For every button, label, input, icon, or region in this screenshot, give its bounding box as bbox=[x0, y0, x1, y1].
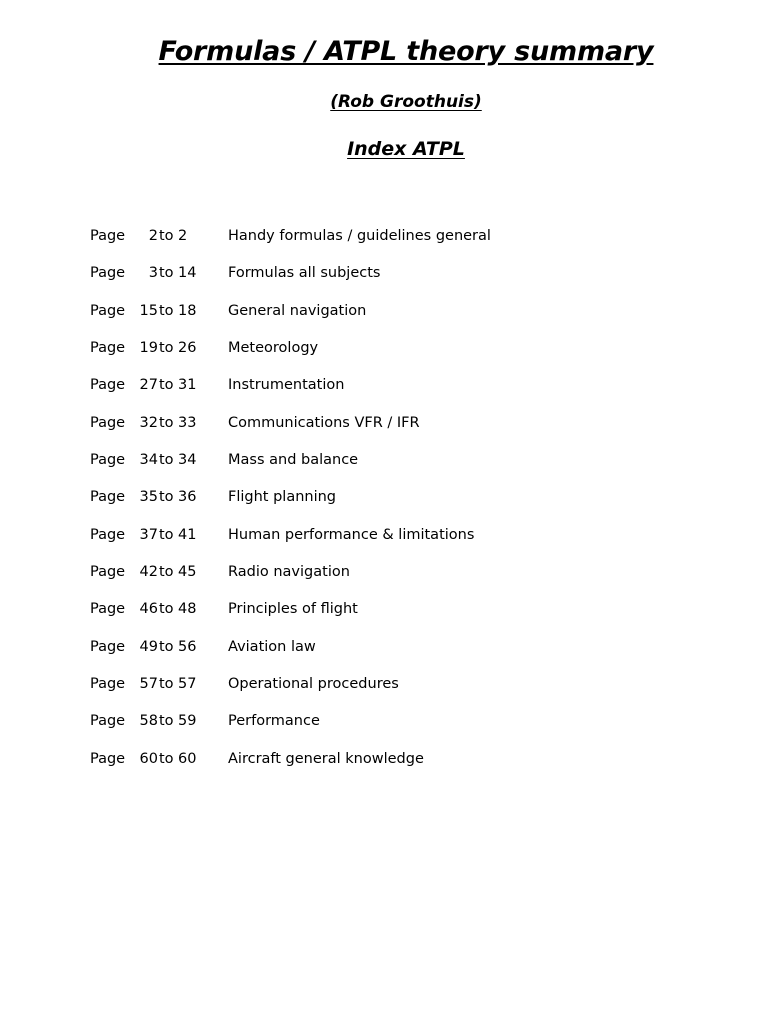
index-entry bbox=[90, 449, 690, 486]
entry-start-page: 3 bbox=[148, 265, 158, 282]
entry-page-label: Page bbox=[90, 638, 126, 655]
entry-subject: Communications VFR / IFR bbox=[228, 414, 420, 431]
entry-to-label: to bbox=[159, 713, 174, 730]
entry-start-page: 60 bbox=[139, 750, 158, 767]
entry-start-page: 46 bbox=[139, 601, 158, 618]
entry-end-page: 41 bbox=[178, 526, 197, 543]
index-entry bbox=[90, 748, 690, 785]
entry-to-label: to bbox=[159, 265, 174, 282]
entry-to-label: to bbox=[159, 638, 174, 655]
entry-to-label: to bbox=[159, 601, 174, 618]
entry-start-page: 19 bbox=[139, 340, 158, 357]
entry-page-label: Page bbox=[90, 302, 126, 319]
entry-start-page: 57 bbox=[139, 676, 158, 693]
index-entry bbox=[90, 486, 690, 523]
entry-start-page: 34 bbox=[139, 452, 158, 469]
entry-end-page: 31 bbox=[178, 377, 197, 394]
entry-to-label: to bbox=[159, 564, 174, 581]
entry-end-page: 60 bbox=[178, 750, 197, 767]
entry-start-page: 42 bbox=[139, 564, 158, 581]
index-entry bbox=[90, 636, 690, 673]
entry-start-page: 2 bbox=[148, 228, 158, 244]
index-list bbox=[90, 225, 690, 785]
entry-start-page: 49 bbox=[139, 638, 158, 655]
index-entry bbox=[90, 710, 690, 747]
entry-subject: Performance bbox=[228, 713, 320, 730]
index-entry bbox=[90, 561, 690, 598]
entry-page-label: Page bbox=[90, 340, 126, 357]
entry-page-label: Page bbox=[90, 452, 126, 469]
document-title: Formulas / ATPL theory summary bbox=[158, 36, 654, 67]
entry-subject: Handy formulas / guidelines general bbox=[228, 228, 491, 244]
entry-end-page: 36 bbox=[178, 489, 197, 506]
entry-page-label: Page bbox=[90, 414, 126, 431]
entry-page-label: Page bbox=[90, 750, 126, 767]
entry-page-label: Page bbox=[90, 377, 126, 394]
entry-end-page: 57 bbox=[178, 676, 197, 693]
index-entry bbox=[90, 673, 690, 710]
entry-to-label: to bbox=[159, 302, 174, 319]
entry-page-label: Page bbox=[90, 526, 126, 543]
entry-page-label: Page bbox=[90, 713, 126, 730]
entry-subject: Human performance & limitations bbox=[228, 526, 475, 543]
entry-end-page: 45 bbox=[178, 564, 197, 581]
entry-start-page: 35 bbox=[139, 489, 158, 506]
entry-subject: Operational procedures bbox=[228, 676, 399, 693]
index-heading: Index ATPL bbox=[347, 138, 465, 160]
index-entry bbox=[90, 374, 690, 411]
entry-start-page: 37 bbox=[139, 526, 158, 543]
entry-page-label: Page bbox=[90, 676, 126, 693]
entry-start-page: 58 bbox=[139, 713, 158, 730]
entry-start-page: 32 bbox=[139, 414, 158, 431]
index-entry bbox=[90, 412, 690, 449]
entry-to-label: to bbox=[159, 676, 174, 693]
entry-page-label: Page bbox=[90, 489, 126, 506]
entry-to-label: to bbox=[159, 377, 174, 394]
entry-to-label: to bbox=[159, 414, 174, 431]
entry-end-page: 33 bbox=[178, 414, 197, 431]
entry-subject: Aircraft general knowledge bbox=[228, 750, 424, 767]
entry-start-page: 15 bbox=[139, 302, 158, 319]
entry-end-page: 2 bbox=[178, 228, 188, 244]
entry-end-page: 48 bbox=[178, 601, 197, 618]
entry-subject: Mass and balance bbox=[228, 452, 359, 469]
entry-to-label: to bbox=[159, 489, 174, 506]
entry-end-page: 14 bbox=[178, 265, 197, 282]
entry-to-label: to bbox=[159, 228, 174, 244]
entry-to-label: to bbox=[159, 340, 174, 357]
entry-end-page: 34 bbox=[178, 452, 197, 469]
entry-to-label: to bbox=[159, 526, 174, 543]
entry-end-page: 59 bbox=[178, 713, 197, 730]
entry-subject: Meteorology bbox=[228, 340, 319, 357]
index-entry bbox=[90, 262, 690, 299]
entry-to-label: to bbox=[159, 452, 174, 469]
entry-end-page: 56 bbox=[178, 638, 197, 655]
entry-subject: Flight planning bbox=[228, 489, 337, 506]
entry-subject: Formulas all subjects bbox=[228, 265, 381, 282]
entry-to-label: to bbox=[159, 750, 174, 767]
entry-subject: Instrumentation bbox=[228, 377, 345, 394]
entry-subject: Radio navigation bbox=[228, 564, 350, 581]
entry-subject: Principles of flight bbox=[228, 601, 358, 618]
entry-page-label: Page bbox=[90, 564, 126, 581]
entry-end-page: 26 bbox=[178, 340, 197, 357]
document-author: (Rob Groothuis) bbox=[330, 92, 482, 112]
entry-end-page: 18 bbox=[178, 302, 197, 319]
entry-subject: Aviation law bbox=[228, 638, 316, 655]
entry-subject: General navigation bbox=[228, 302, 367, 319]
entry-page-label: Page bbox=[90, 601, 126, 618]
index-entry bbox=[90, 337, 690, 374]
entry-page-label: Page bbox=[90, 265, 126, 282]
index-entry bbox=[90, 225, 690, 262]
entry-start-page: 27 bbox=[139, 377, 158, 394]
index-entry bbox=[90, 598, 690, 635]
index-entry bbox=[90, 300, 690, 337]
index-entry bbox=[90, 524, 690, 561]
entry-page-label: Page bbox=[90, 228, 126, 244]
